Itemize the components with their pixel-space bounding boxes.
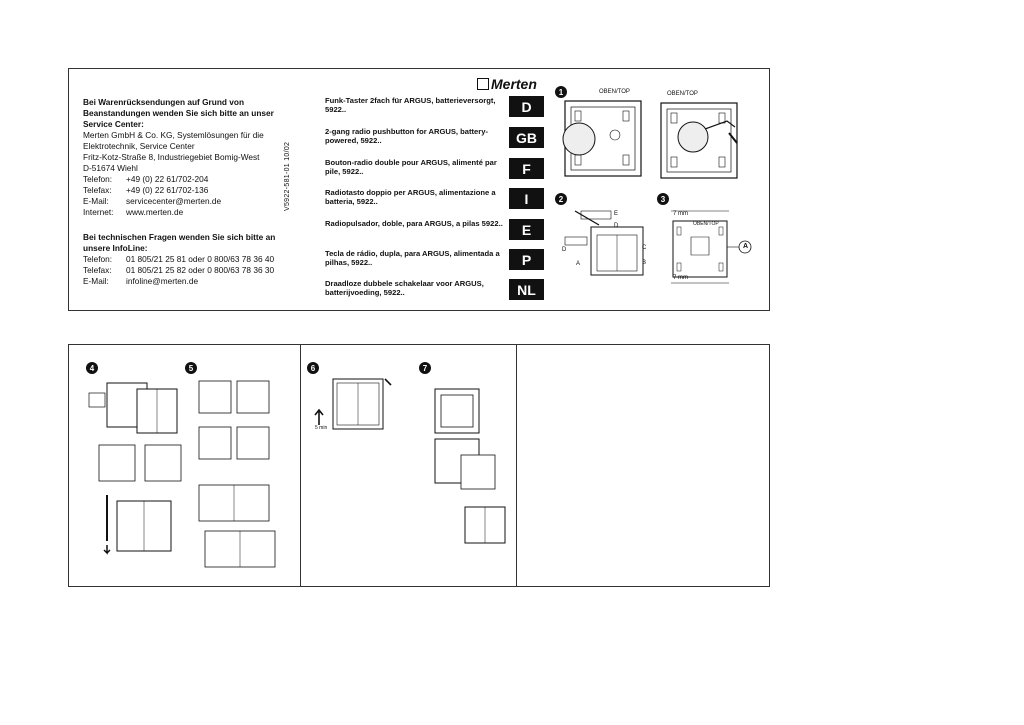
fig4-illustration bbox=[87, 379, 187, 434]
step-number-2: 2 bbox=[555, 193, 567, 205]
brand-name: Merten bbox=[491, 76, 537, 92]
return-heading-2: Beanstandungen wenden Sie sich bitte an unser bbox=[83, 108, 274, 118]
lang-text-p: Tecla de rádio, dupla, para ARGUS, alimentada a pilhas, 5922.. bbox=[325, 249, 500, 267]
contact-email: E-Mail: servicecenter@merten.de bbox=[83, 196, 222, 206]
address-line-2: Elektrotechnik, Service Center bbox=[83, 141, 195, 151]
lang-text-d: Funk-Taster 2fach für ARGUS, batterieversorgt, 5922.. bbox=[325, 96, 496, 114]
fig1-label-left: OBEN/TOP bbox=[599, 89, 630, 95]
step-number-1: 1 bbox=[555, 86, 567, 98]
fig2-letter-d-1: D bbox=[614, 223, 619, 229]
lang-box-e: E bbox=[509, 219, 544, 240]
lang-box-f: F bbox=[509, 158, 544, 179]
address-line-3: Fritz-Kotz-Straße 8, Industriegebiet Bomig-West bbox=[83, 152, 260, 162]
step-number-5: 5 bbox=[185, 362, 197, 374]
fig4b-illustration bbox=[95, 441, 195, 556]
lang-text-f: Bouton-radio double pour ARGUS, alimenté par pile, 5922.. bbox=[325, 158, 497, 176]
lang-box-i: I bbox=[509, 188, 544, 209]
address-block bbox=[83, 97, 283, 287]
bottom-divider-2 bbox=[516, 345, 517, 586]
top-divider bbox=[478, 69, 479, 308]
fig5-illustration bbox=[193, 375, 293, 575]
tech-phone: Telefon: 01 805/21 25 81 oder 0 800/63 78 36 40 bbox=[83, 254, 275, 264]
lang-box-d: D bbox=[509, 96, 544, 117]
step-number-4: 4 bbox=[86, 362, 98, 374]
fig3-letter-a: A bbox=[743, 243, 749, 250]
fig2-letter-e: E bbox=[614, 211, 619, 217]
lang-box-p: P bbox=[509, 249, 544, 270]
address-line-1: Merten GmbH & Co. KG, Systemlösungen für die bbox=[83, 130, 264, 140]
fig2-letter-c: C bbox=[642, 245, 647, 251]
bottom-divider bbox=[300, 345, 301, 586]
merten-logo bbox=[477, 76, 537, 92]
fig3-top-label: 7 mm bbox=[673, 211, 688, 217]
document-code: V5922-581-01 10/02 bbox=[284, 141, 291, 211]
lang-text-i: Radiotasto doppio per ARGUS, alimentazione a batteria, 5922.. bbox=[325, 188, 496, 206]
return-heading-3: Service Center: bbox=[83, 119, 144, 129]
return-heading-1: Bei Warenrücksendungen auf Grund von bbox=[83, 97, 245, 107]
lang-box-gb: GB bbox=[509, 127, 544, 148]
fig2-illustration bbox=[561, 205, 656, 280]
contact-web: Internet: www.merten.de bbox=[83, 207, 184, 217]
lang-text-gb: 2-gang radio pushbutton for ARGUS, battery-powered, 5922.. bbox=[325, 127, 488, 145]
fig2-letter-b: B bbox=[642, 260, 647, 266]
tech-fax: Telefax: 01 805/21 25 82 oder 0 800/63 78 36 30 bbox=[83, 265, 275, 275]
address-line-4: D-51674 Wiehl bbox=[83, 163, 138, 173]
contact-fax: Telefax: +49 (0) 22 61/702-136 bbox=[83, 185, 209, 195]
fig1-illustration bbox=[557, 97, 757, 182]
contact-phone: Telefon: +49 (0) 22 61/702-204 bbox=[83, 174, 209, 184]
fig7-illustration bbox=[429, 385, 509, 545]
step-number-6: 6 bbox=[307, 362, 319, 374]
lang-text-e: Radiopulsador, doble, para ARGUS, a pilas 5922.. bbox=[325, 219, 503, 228]
tech-heading-2: unsere InfoLine: bbox=[83, 243, 148, 253]
fig2-letter-d-2: D bbox=[562, 247, 567, 253]
fig3-plate-label: OBEN/TOP bbox=[693, 221, 719, 227]
bottom-panel bbox=[68, 344, 770, 587]
fig1-label-right: OBEN/TOP bbox=[667, 91, 698, 97]
tech-heading-1: Bei technischen Fragen wenden Sie sich bitte an bbox=[83, 232, 276, 242]
step-number-3: 3 bbox=[657, 193, 669, 205]
lang-text-nl: Draadloze dubbele schakelaar voor ARGUS, batterijvoeding, 5922.. bbox=[325, 279, 484, 297]
fig2-letter-a: A bbox=[576, 261, 581, 267]
top-panel bbox=[68, 68, 770, 311]
tech-email: E-Mail: infoline@merten.de bbox=[83, 276, 199, 286]
fig6-time-label: 5 min bbox=[315, 425, 328, 431]
fig3-bottom-label: 7 mm bbox=[673, 275, 688, 281]
step-number-7: 7 bbox=[419, 362, 431, 374]
lang-box-nl: NL bbox=[509, 279, 544, 300]
